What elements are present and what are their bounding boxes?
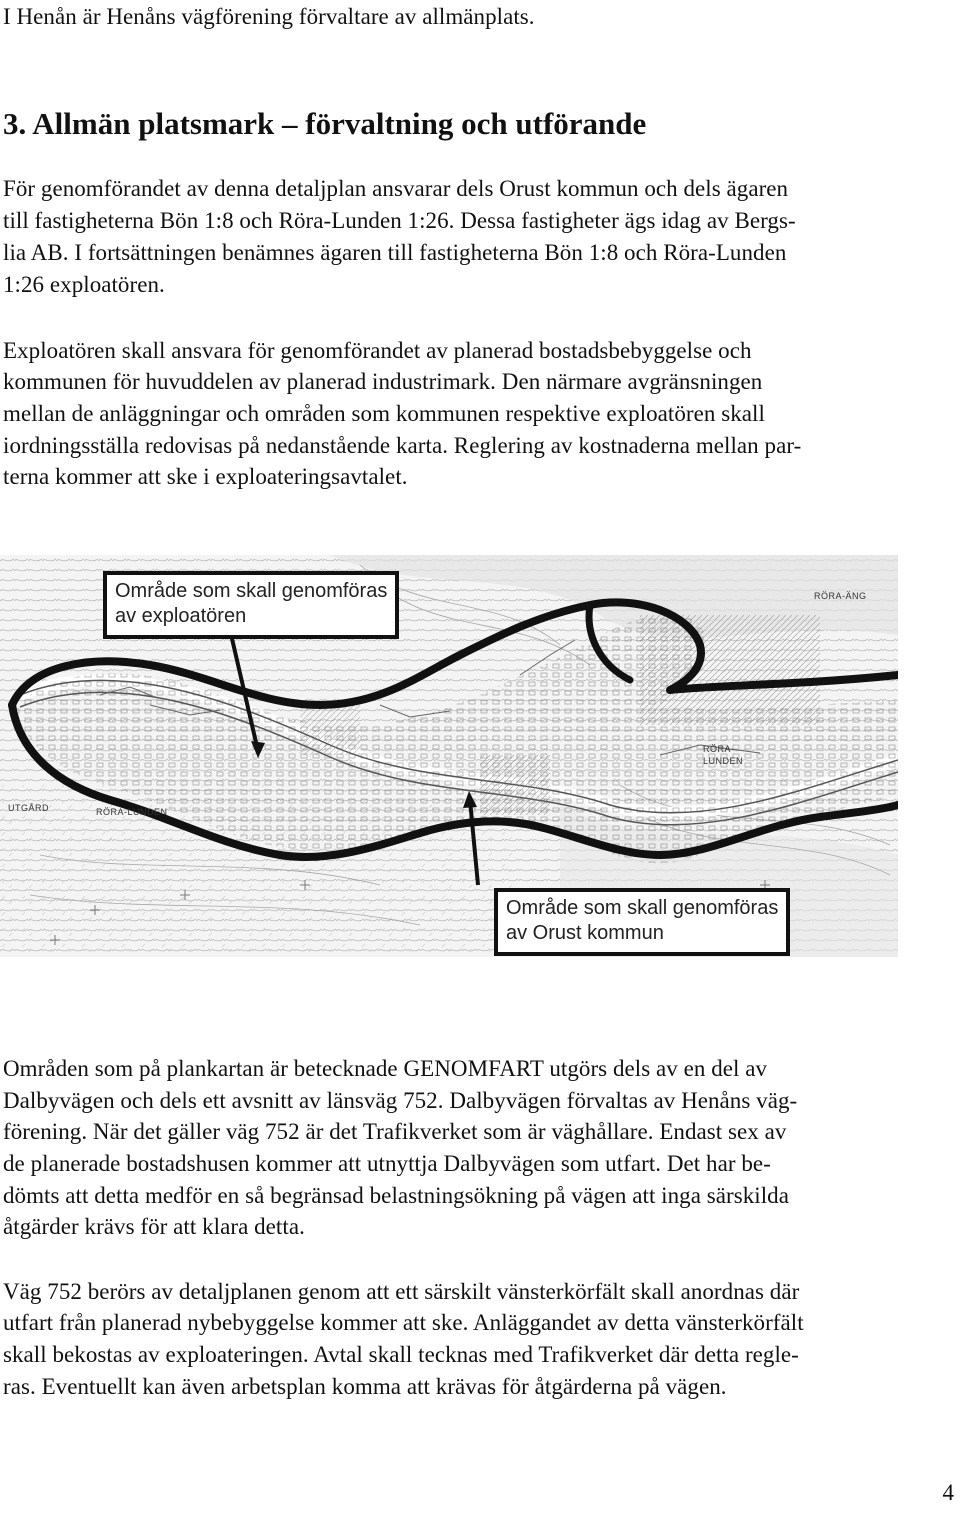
paragraph-line: utfart från planerad nybebyggelse kommer att ske. Anläggandet av detta vänsterkörfält: [3, 1310, 804, 1335]
place-label-utgarden: UTGÅRD: [8, 803, 49, 813]
place-label-rora-ang: RÖRA-ÄNG: [814, 591, 867, 601]
paragraph-line: terna kommer att ske i exploateringsavtalet.: [3, 464, 408, 489]
paragraph-line: Områden som på plankartan är betecknade GENOMFART utgörs dels av en del av: [3, 1056, 768, 1081]
paragraph-line: lia AB. I fortsättningen benämnes ägaren till fastigheterna Bön 1:8 och Röra-Lunden: [3, 240, 787, 265]
paragraph-line: till fastigheterna Bön 1:8 och Röra-Lunden 1:26. Dessa fastigheter ägs idag av Bergs-: [3, 208, 796, 233]
paragraph-line: skall bekostas av exploateringen. Avtal skall tecknas med Trafikverket där detta regle-: [3, 1342, 799, 1367]
place-label-rora: RÖRA-: [703, 744, 735, 754]
page-number: 4: [942, 1480, 954, 1505]
map-label-line: Område som skall genomföras: [506, 897, 779, 919]
paragraph-line: åtgärder krävs för att klara detta.: [3, 1214, 305, 1239]
paragraph-line: Exploatören skall ansvara för genomförandet av planerad bostadsbebyggelse och: [3, 338, 752, 363]
section-heading: 3. Allmän platsmark – förvaltning och utförande: [3, 106, 647, 141]
map-label-line: Område som skall genomföras: [115, 580, 388, 602]
map-label-exploator: [103, 571, 399, 639]
map-label-kommun: [494, 888, 790, 956]
paragraph-line: iordningsställa redovisas på nedanstående karta. Reglering av kostnaderna mellan par-: [3, 433, 802, 458]
paragraph-line: För genomförandet av denna detaljplan ansvarar dels Orust kommun och dels ägaren: [3, 176, 789, 201]
paragraph-line: Dalbyvägen och dels ett avsnitt av länsväg 752. Dalbyvägen förvaltas av Henåns väg-: [3, 1088, 798, 1113]
area-map: [0, 555, 898, 957]
paragraph-line: ras. Eventuellt kan även arbetsplan komma att krävas för åtgärderna på vägen.: [3, 1374, 727, 1399]
paragraph-line: dömts att detta medför en så begränsad belastningsökning på vägen att inga särskilda: [3, 1183, 789, 1208]
paragraph-line: Väg 752 berörs av detaljplanen genom att ett särskilt vänsterkörfält skall anordnas där: [3, 1279, 800, 1304]
intro-line: I Henån är Henåns vägförening förvaltare av allmänplats.: [3, 4, 535, 29]
paragraph-line: kommunen för huvuddelen av planerad industrimark. Den närmare avgränsningen: [3, 369, 763, 394]
map-label-line: av Orust kommun: [506, 922, 664, 944]
place-label-lunden: LUNDEN: [703, 756, 744, 766]
map-label-line: av exploatören: [115, 605, 247, 627]
paragraph-line: 1:26 exploatören.: [3, 272, 165, 297]
paragraph-line: de planerade bostadshusen kommer att utnyttja Dalbyvägen som utfart. Det har be-: [3, 1151, 771, 1176]
paragraph-line: mellan de anläggningar och områden som kommunen respektive exploatören skall: [3, 401, 765, 426]
paragraph-line: förening. När det gäller väg 752 är det Trafikverket som är väghållare. Endast sex av: [3, 1119, 787, 1144]
place-label-rora-lunden: RÖRA-LUNDEN: [96, 807, 168, 817]
